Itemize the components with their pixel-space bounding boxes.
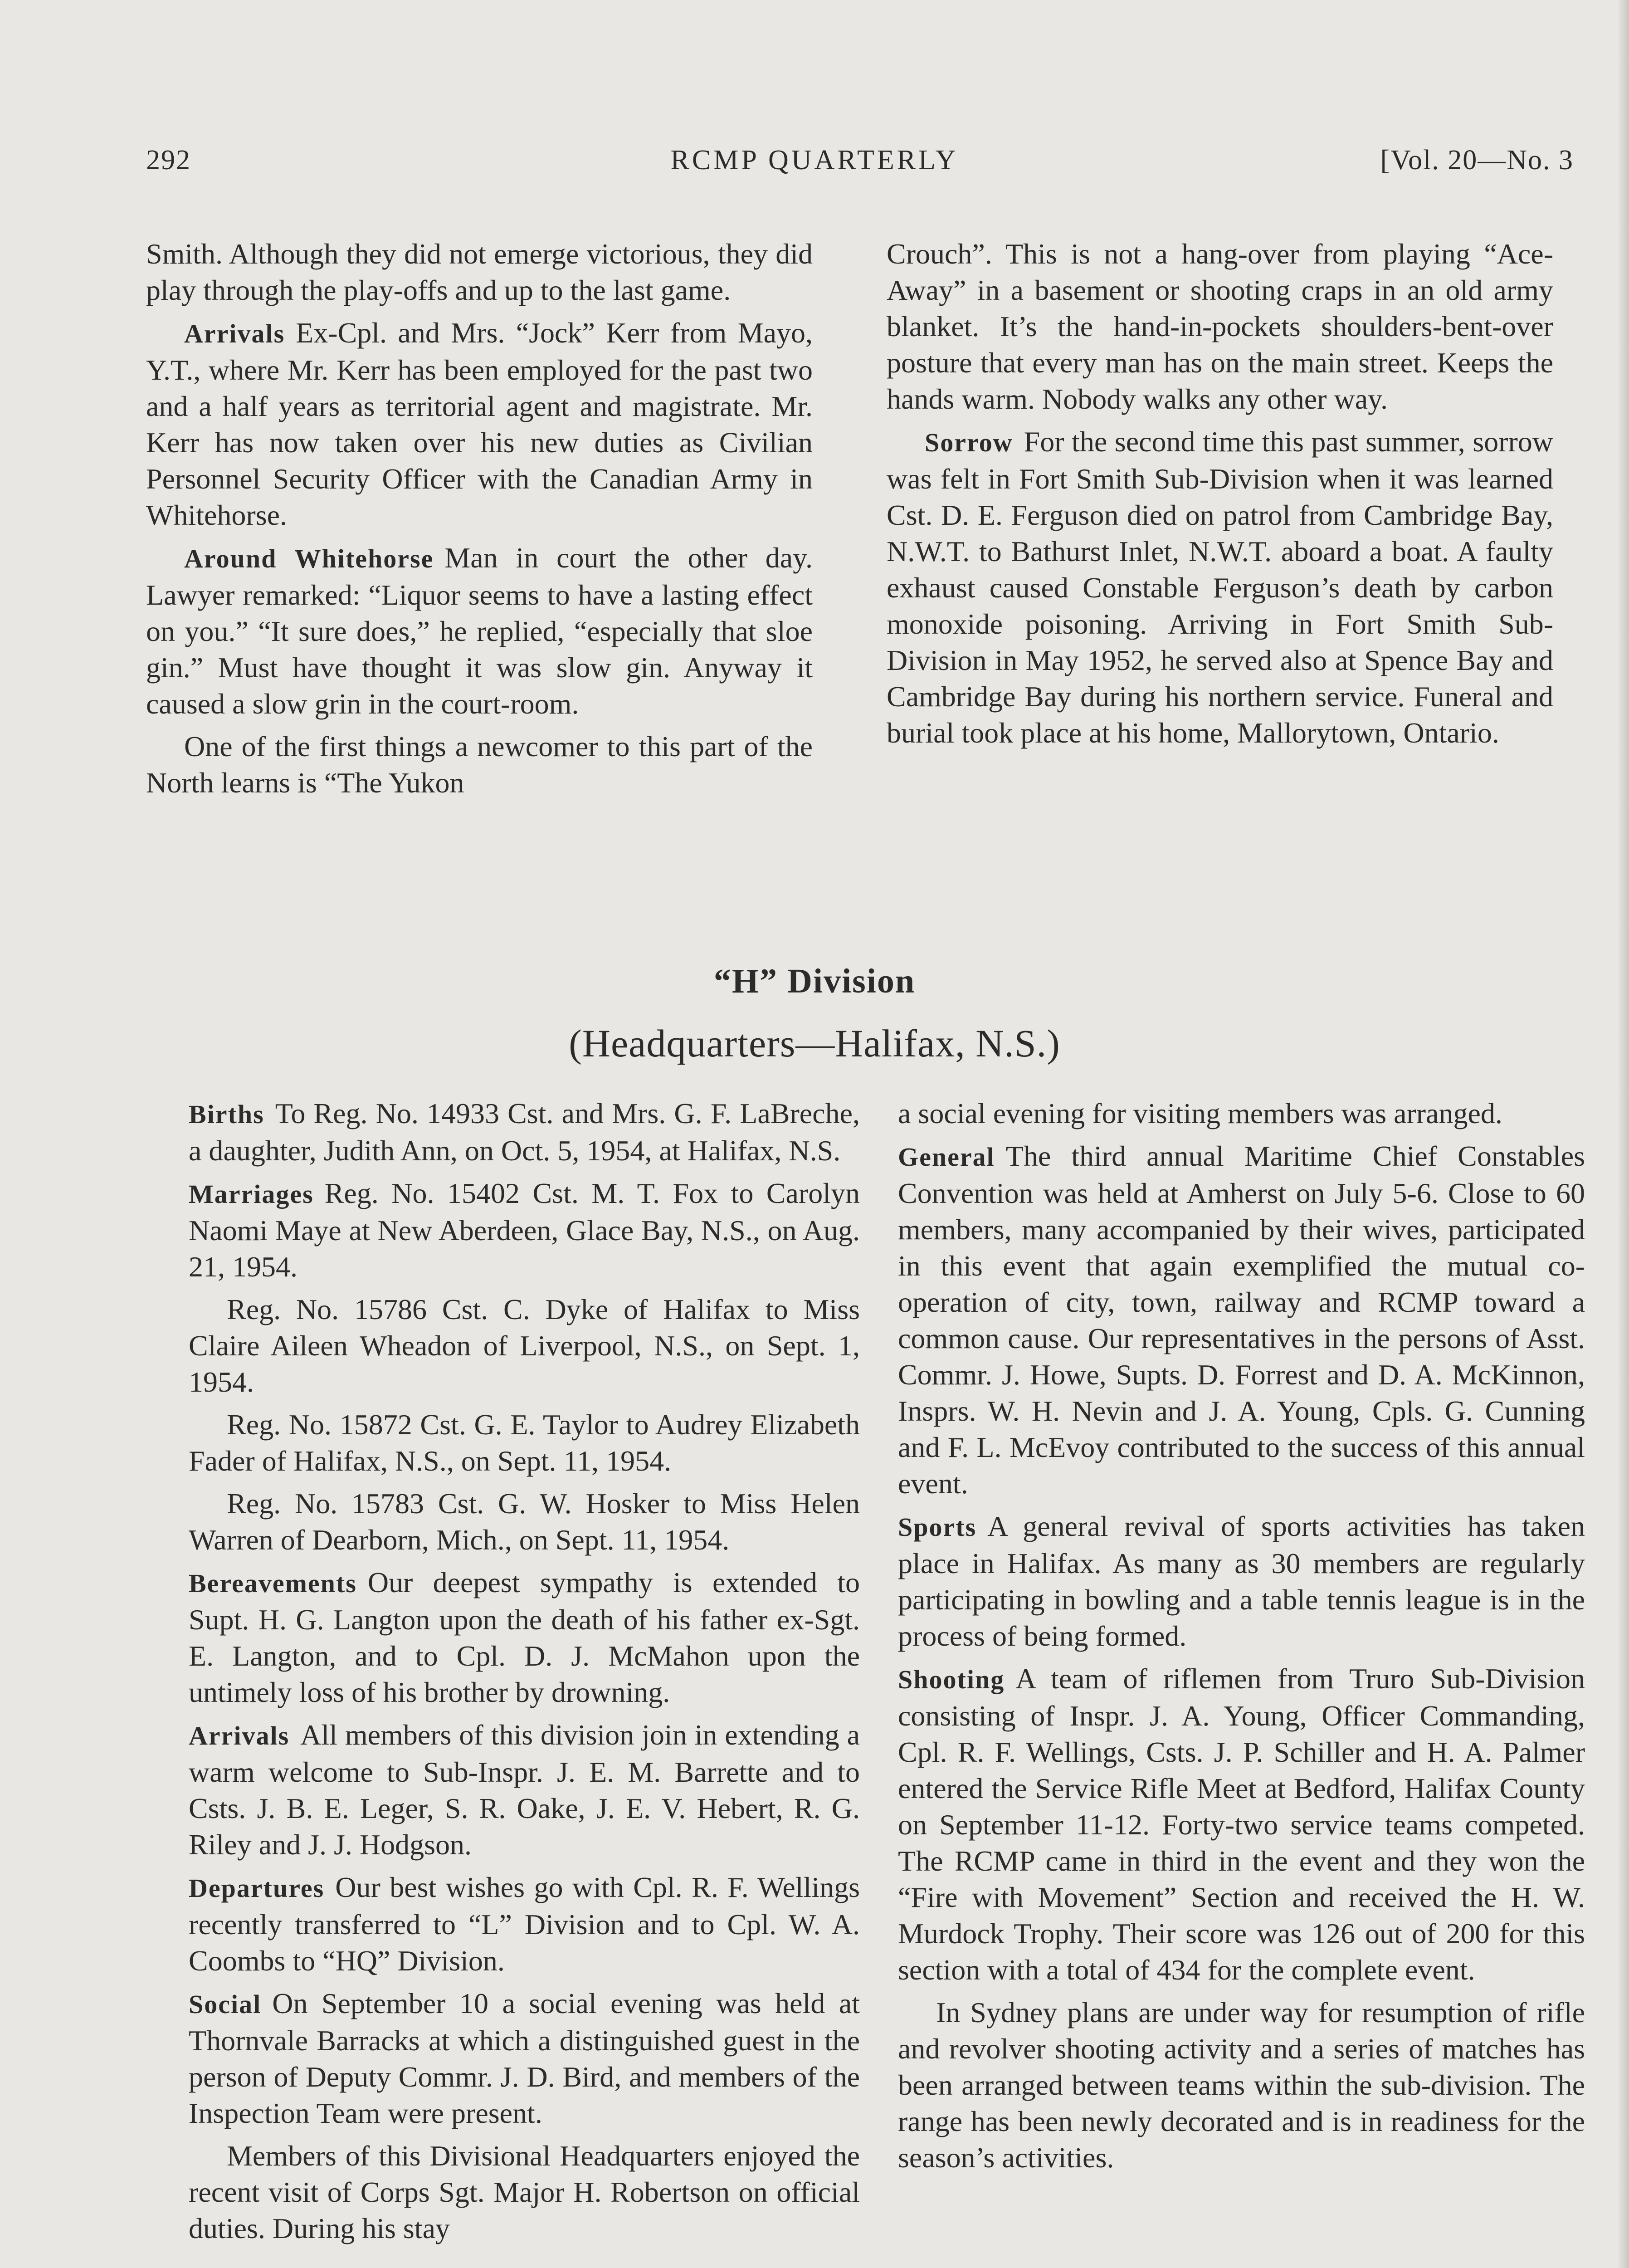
run-in-heading: Arrivals: [189, 1721, 290, 1750]
paragraph-arrivals: [146, 315, 813, 533]
volume-label: [Vol. 20—No. 3: [1380, 145, 1574, 176]
run-in-heading: Marriages: [189, 1179, 314, 1209]
paragraph: Reg. No. 15783 Cst. G. W. Hosker to Miss Helen Warren of Dearborn, Mich., on Sept. 11, 1954.: [189, 1487, 860, 1556]
section-title: “H” Division: [713, 962, 916, 1000]
run-in-heading: Arrivals: [184, 319, 285, 348]
paragraph-text: Ex-Cpl. and Mrs. “Jock” Kerr from Mayo, Y.T., where Mr. Kerr has been employed for the past two and a half years as territorial agent and magistrate. Mr. Kerr has now taken over his new duties as Civilian Personnel Security Officer with the Canadian Army in Whitehorse.: [146, 317, 813, 531]
paragraph-births: [189, 1095, 860, 1169]
paragraph-social: [189, 1985, 860, 2131]
run-in-heading: General: [898, 1142, 995, 1172]
paragraph-text: Man in court the other day. Lawyer remarked: “Liquor seems to have a lasting effect on you.” “It sure does,” he replied, “especially that sloe gin.” Must have thought it was slow gin. Anyway it caused a slow grin in the court-room.: [146, 542, 813, 720]
run-in-heading: Around Whitehorse: [184, 544, 434, 573]
column-bottom-right: [898, 1095, 1585, 2176]
paragraph: Members of this Divisional Headquarters enjoyed the recent visit of Corps Sgt. Major H. Robertson on official duties. During his stay: [189, 2140, 860, 2244]
paragraph-text: On September 10 a social evening was held at Thornvale Barracks at which a distinguished guest in the person of Deputy Commr. J. D. Bird, and members of the Inspection Team were present.: [189, 1987, 860, 2129]
paragraph-text: For the second time this past summer, sorrow was felt in Fort Smith Sub-Division when it was learned Cst. D. E. Ferguson died on patrol from Cambridge Bay, N.W.T. to Bathurst Inlet, N.W.T. aboard a boat. A faulty exhaust caused Constable Ferguson’s death by carbon monoxide poisoning. Arriving in Fort Smith Sub-Division in May 1952, he served also at Spence Bay and Cambridge Bay during his northern service. Funeral and burial took place at his home, Mallorytown, Ontario.: [887, 425, 1553, 749]
paragraph-departures: [189, 1869, 860, 1979]
paragraph-text: Our best wishes go with Cpl. R. F. Wellings recently transferred to “L” Division and to Cpl. W. A. Coombs to “HQ” Division.: [189, 1871, 860, 1977]
column-bottom-left: [189, 1095, 860, 2247]
section-subtitle: (Headquarters—Halifax, N.S.): [569, 1022, 1060, 1065]
paragraph: Smith. Although they did not emerge victorious, they did play through the play-offs and up to the last game.: [146, 238, 813, 306]
paragraph-marriages: [189, 1175, 860, 1285]
paragraph-around-whitehorse: [146, 540, 813, 722]
paragraph-shooting: [898, 1661, 1585, 1988]
run-in-heading: Departures: [189, 1873, 325, 1903]
paragraph-sports: [898, 1508, 1585, 1654]
paragraph: In Sydney plans are under way for resumption of rifle and revolver shooting activity and a series of matches has been arranged between teams within the sub-division. The range has been newly decorated and is in readiness for the season’s activities.: [898, 1996, 1585, 2174]
paragraph-text: A general revival of sports activities has taken place in Halifax. As many as 30 members are regularly participating in bowling and a table tennis league is in the process of being formed.: [898, 1510, 1585, 1652]
paragraph: One of the first things a newcomer to this part of the North learns is “The Yukon: [146, 730, 813, 799]
paragraph: Reg. No. 15872 Cst. G. E. Taylor to Audrey Elizabeth Fader of Halifax, N.S., on Sept. 11, 1954.: [189, 1408, 860, 1477]
paragraph-text: All members of this division join in extending a warm welcome to Sub-Inspr. J. E. M. Barrette and to Csts. J. B. E. Leger, S. R. Oake, J. E. V. Hebert, R. G. Riley and J. J. Hodgson.: [189, 1719, 860, 1861]
paragraph-text: The third annual Maritime Chief Constables Convention was held at Amherst on July 5-6. Close to 60 members, many accompanied by their wives, participated in this event that again exemplified the mutual co-operation of city, town, railway and RCMP toward a common cause. Our representatives in the persons of Asst. Commr. J. Howe, Supts. D. Forrest and D. A. McKinnon, Insprs. W. H. Nevin and J. A. Young, Cpls. G. Cunning and F. L. McEvoy contributed to the success of this annual event.: [898, 1140, 1585, 1500]
run-in-heading: Births: [189, 1100, 264, 1129]
paragraph-arrivals: [189, 1717, 860, 1863]
paragraph-bereavements: [189, 1564, 860, 1711]
page-number: 292: [146, 145, 191, 176]
run-in-heading: Sorrow: [925, 428, 1013, 457]
paragraph-text: Our deepest sympathy is extended to Supt. H. G. Langton upon the death of his father ex-Sgt. E. Langton, and to Cpl. D. J. McMahon upon the untimely loss of his brother by drowning.: [189, 1566, 860, 1708]
run-in-heading: Shooting: [898, 1665, 1005, 1694]
column-top-left: [146, 236, 813, 801]
page-edge-shadow: [1617, 0, 1629, 2268]
paragraph-sorrow: [887, 424, 1553, 751]
paragraph-text: To Reg. No. 14933 Cst. and Mrs. G. F. LaBreche, a daughter, Judith Ann, on Oct. 5, 1954, at Halifax, N.S.: [189, 1097, 860, 1167]
paragraph: a social evening for visiting members was arranged.: [898, 1097, 1502, 1129]
paragraph: Crouch”. This is not a hang-over from playing “Ace-Away” in a basement or shooting craps in an old army blanket. It’s the hand-in-pockets shoulders-bent-over posture that every man has on the main street. Keeps the hands warm. Nobody walks any other way.: [887, 238, 1553, 415]
paragraph-general: [898, 1138, 1585, 1502]
run-in-heading: Social: [189, 1989, 262, 2019]
run-in-heading: Bereavements: [189, 1569, 357, 1598]
running-head: RCMP QUARTERLY: [670, 145, 959, 176]
column-top-right: [887, 236, 1553, 751]
paragraph-text: Reg. No. 15402 Cst. M. T. Fox to Carolyn Naomi Maye at New Aberdeen, Glace Bay, N.S., on Aug. 21, 1954.: [189, 1177, 860, 1283]
paragraph: Reg. No. 15786 Cst. C. Dyke of Halifax to Miss Claire Aileen Wheadon of Liverpool, N.S., on Sept. 1, 1954.: [189, 1293, 860, 1398]
paragraph-text: A team of riflemen from Truro Sub-Division consisting of Inspr. J. A. Young, Officer Commanding, Cpl. R. F. Wellings, Csts. J. P. Schiller and H. A. Palmer entered the Service Rifle Meet at Bedford, Halifax County on September 11-12. Forty-two service teams competed. The RCMP came in third in the event and they won the “Fire with Movement” Section and received the H. W. Murdock Trophy. Their score was 126 out of 200 for this section with a total of 434 for the complete event.: [898, 1662, 1585, 1986]
run-in-heading: Sports: [898, 1512, 977, 1542]
